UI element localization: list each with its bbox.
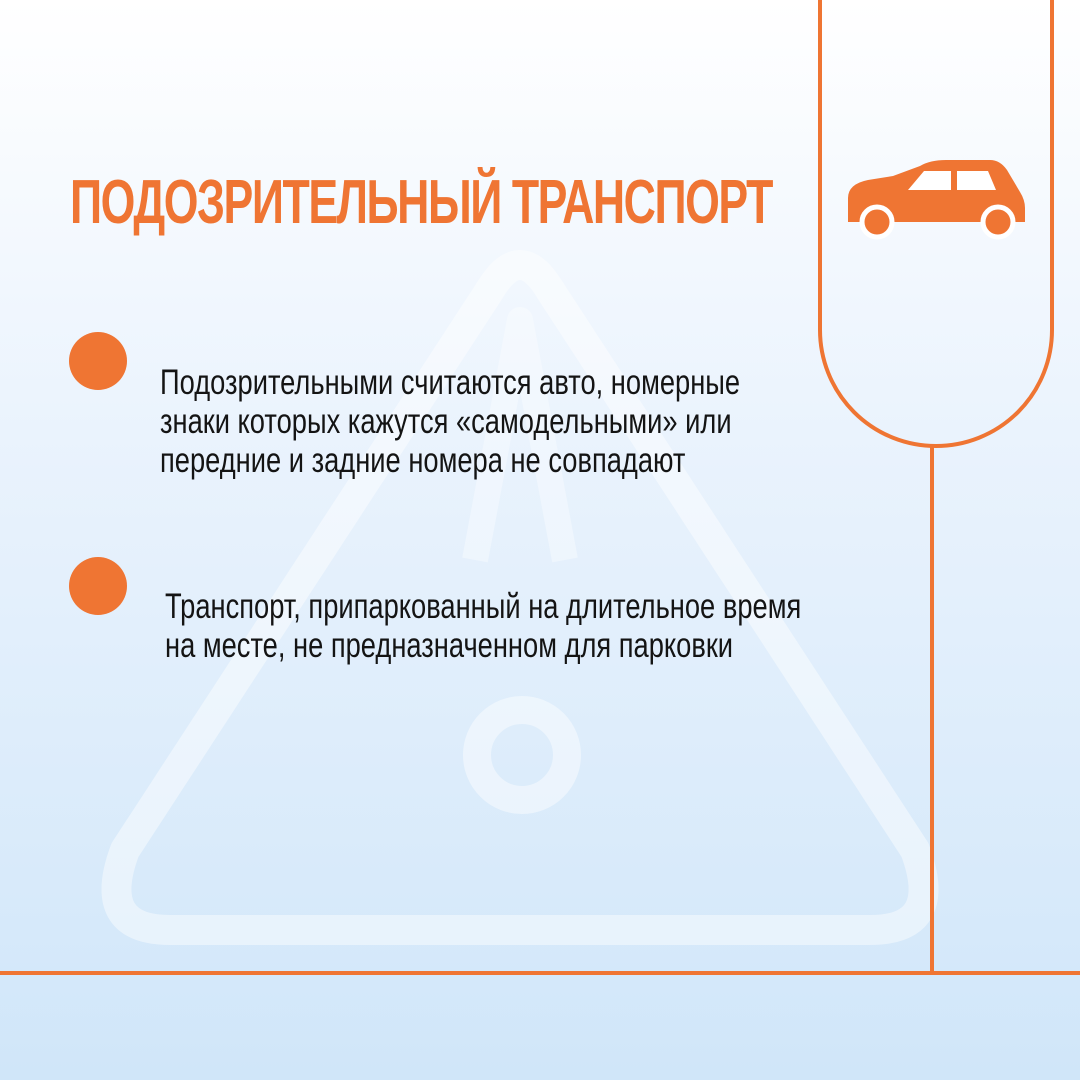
bullet-dot-2	[69, 557, 127, 615]
bullet-dot-1	[69, 332, 127, 390]
list-item-text-1: Подозрительными считаются авто, номерные знаки которых кажутся «самодельными» или передние и задние номера не совпадают	[160, 363, 741, 480]
page-title: ПОДОЗРИТЕЛЬНЫЙ ТРАНСПОРТ	[70, 168, 772, 237]
list-item-text-2: Транспорт, припаркованный на длительное время на месте, не предназначенном для парковки	[165, 587, 802, 665]
car-icon	[848, 160, 1025, 237]
